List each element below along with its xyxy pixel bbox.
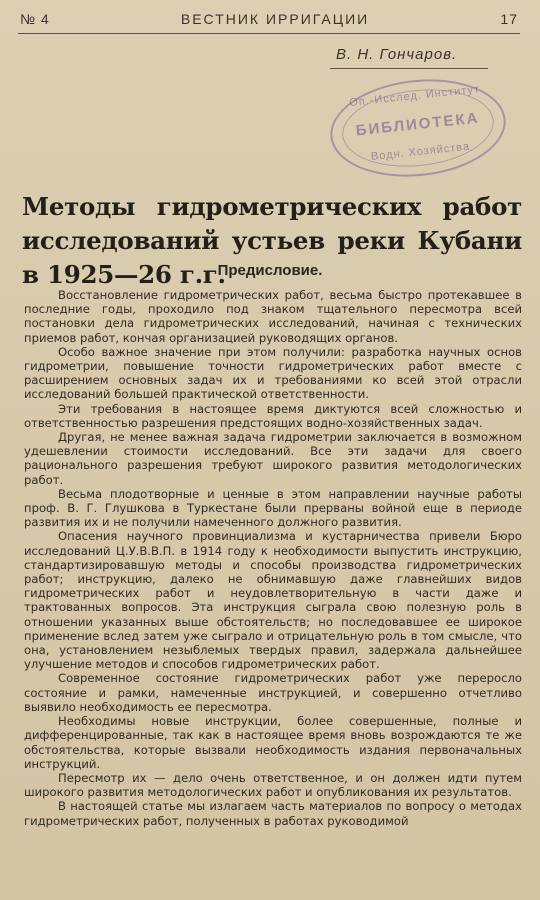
issue-number: № 4 [20, 11, 50, 27]
running-head [20, 8, 518, 30]
paragraph: Особо важное значение при этом получили: разработка научных основ гидрометрии, повышение точности гидрометрических работ вместе с расширением основных задач их и требованиями ко всей этой отрасли исследований большей практической ответственности. [24, 344, 522, 402]
journal-title: ВЕСТНИК ИРРИГАЦИИ [180, 11, 370, 27]
paragraph: Опасения научного провинциализма и кустарничества привели Бюро исследований Ц.У.В.В.П. в 1914 году к необходимости выпустить инструкцию, стандартизировавшую методы и способы производства гидрометрических работ; инструкцию, далеко не обнимавшую даже главнейших видов гидрометрических работ и неудовлетворительную в части даже и трактованных вопросов. Эта инструкция сыграла свою полезную роль в отношении указанных выше обстоятельств; но последовавшее ее широкое применение вслед затем уже сыграло и отрицательную роль в том смысле, что она, установлением незыблемых твердых правил, задержала дальнейшее улучшение методов и способов гидрометрических работ. [24, 529, 522, 672]
paragraph: Эти требования в настоящее время диктуются всей сложностью и ответственностью разрешения предстоящих водно-хозяйственных задач. [24, 401, 522, 430]
paragraph: Необходимы новые инструкции, более совершенные, полные и дифференцированные, так как в настоящее время вновь возрождаются те же обстоятельства, которые вызвали необходимость издания первоначальных инструкций. [24, 714, 522, 771]
paragraph: Другая, не менее важная задача гидрометрии заключается в возможном удешевлении стоимости исследований. Все эти задачи для своего рационального разрешения требуют широкого развития методологических работ. [24, 430, 522, 487]
paragraph: Восстановление гидрометрических работ, весьма быстро протекавшее в последние годы, проходило под знаком тщательного пересмотра всей постановки дела гидрометрических исследований, начиная с технических приемов работ, кончая организацией руководящих органов. [24, 288, 522, 345]
article-subtitle: Предисловие. [217, 262, 323, 279]
stamp-middle-text: БИБЛИОТЕКА [355, 109, 481, 140]
stamp-bottom-text: Водн. Хозяйства [370, 140, 471, 164]
article-body [24, 288, 522, 828]
paragraph: Пересмотр их — дело очень ответственное, и он должен идти путем широкого развития методологических работ и опубликования их результатов. [24, 770, 522, 800]
header-rule [18, 33, 520, 34]
paragraph: Весьма плодотворные и ценные в этом направлении научные работы проф. В. Г. Глушкова в Туркестане были прерваны войной еще в периоде развития их и не получили намеченного должного развития. [24, 486, 522, 530]
author-name: В. Н. Гончаров. [336, 46, 458, 63]
article-title: Методы гидрометрических работ исследований устьев реки Кубани в 1925—26 г.г. [22, 192, 522, 289]
author-underline [330, 68, 488, 69]
stamp-top-text: Оп.-Исслед. Институт [348, 83, 481, 110]
library-stamp [325, 71, 510, 185]
paragraph: В настоящей статье мы излагаем часть материалов по вопросу о методах гидрометрических работ, полученных в работах руководимой [24, 799, 522, 828]
paragraph: Современное состояние гидрометрических работ уже переросло состояние и рамки, намеченные инструкцией, и совершенно отчетливо выявило необходимость ее пересмотра. [24, 671, 522, 714]
page-number: 17 [500, 11, 518, 27]
